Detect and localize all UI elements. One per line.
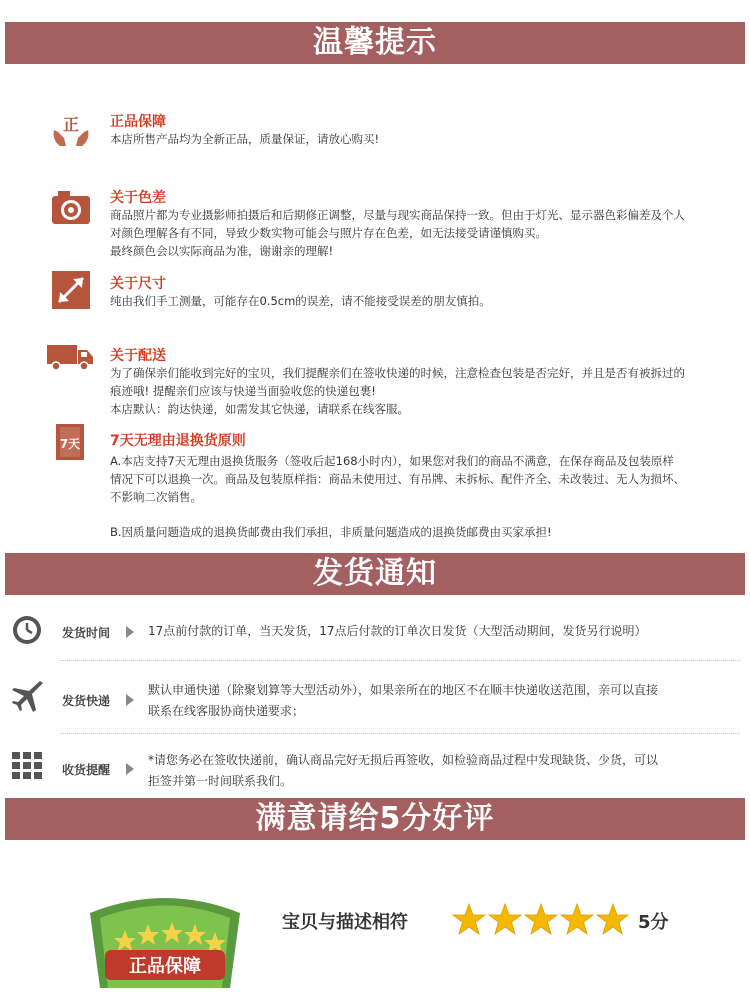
camera-icon (50, 188, 92, 228)
ship-text-time: 17点前付款的订单，当天发货，17点后付款的订单次日发货（大型活动期间，发货另行说明） (148, 624, 647, 638)
divider (60, 733, 740, 734)
star-icon (597, 904, 628, 934)
genuine-badge (80, 888, 250, 977)
section-text-genuine: 本店所售产品均为全新正品，质量保证，请放心购买! (110, 132, 380, 146)
chevron-right-icon (126, 626, 134, 638)
section-title-size: 关于尺寸 (110, 276, 166, 292)
ship-label-time: 发货时间 (62, 626, 111, 640)
clock-icon (12, 615, 42, 649)
rating-banner: 满意请给5分好评 (5, 798, 745, 840)
airplane-icon (12, 680, 46, 718)
divider (60, 660, 740, 661)
section-title-color: 关于色差 (110, 190, 166, 206)
section-text-size: 纯由我们手工测量，可能存在0.5cm的误差，请不能接受误差的朋友慎拍。 (110, 294, 491, 308)
chevron-right-icon (126, 763, 134, 775)
section-text-delivery: 为了确保亲们能收到完好的宝贝，我们提醒亲们在签收快递的时候，注意检查包装是否完好，并且是否有被拆过的 痕迹哦! 提醒亲们应该与快递当面验收您的快递包裹! 本店默认：韵达快递，如需发其它快递，请联系在线客服。 (110, 366, 685, 416)
star-icon (489, 904, 521, 934)
ship-text-receive: *请您务必在签收快递前，确认商品完好无损后再签收，如检验商品过程中发现缺货、少货，可以 拒签并第一时间联系我们。 (148, 753, 659, 788)
ship-label-receive: 收货提醒 (62, 763, 111, 777)
star-icon (525, 904, 557, 934)
seven-day-calendar-icon (50, 422, 92, 462)
ship-text-express: 默认申通快递（除聚划算等大型活动外），如果亲所在的地区不在顺丰快递收送范围，亲可以直接 联系在线客服协商快递要求； (148, 683, 659, 718)
svg-text:7天: 7天 (59, 437, 81, 451)
rating-label: 宝贝与描述相符 (282, 912, 408, 933)
ship-label-express: 发货快递 (62, 694, 111, 708)
chevron-right-icon (126, 694, 134, 706)
resize-arrow-icon (50, 270, 92, 310)
section-text-return-b: B.因质量问题造成的退换货邮费由我们承担，非质量问题造成的退换货邮费由买家承担! (110, 525, 552, 539)
section-title-genuine: 正品保障 (110, 114, 166, 130)
svg-text:正品保障: 正品保障 (129, 956, 201, 977)
svg-text:正: 正 (62, 115, 80, 134)
grid-icon (12, 752, 42, 784)
shipping-banner: 发货通知 (5, 553, 745, 595)
section-text-color: 商品照片都为专业摄影师拍摄后和后期修正调整，尽量与现实商品保持一致。但由于灯光、显示器色彩偏差及个人 对颜色理解各有不同，导致少数实物可能会与照片存在色差，如无法接受请谨慎购买。 最终颜色会以实际商品为准，谢谢亲的理解! (110, 208, 685, 258)
section-title-return: 7天无理由退换货原则 (110, 433, 246, 449)
star-icon (561, 904, 593, 934)
truck-icon (46, 342, 94, 382)
star-icon (453, 904, 485, 934)
section-text-return: A.本店支持7天无理由退换货服务（签收后起168小时内），如果您对我们的商品不满意，在保存商品及包装原样 情况下可以退换一次。商品及包装原样指：商品未使用过、有吊牌、未拆标、配件齐全、未改装过、无人为损坏、 不影响二次销售。 (110, 454, 685, 504)
section-title-delivery: 关于配送 (110, 348, 166, 364)
genuine-guarantee-icon (50, 110, 92, 150)
rating-stars (452, 902, 628, 942)
tips-banner: 温馨提示 (5, 22, 745, 64)
rating-score: 5分 (638, 912, 669, 933)
